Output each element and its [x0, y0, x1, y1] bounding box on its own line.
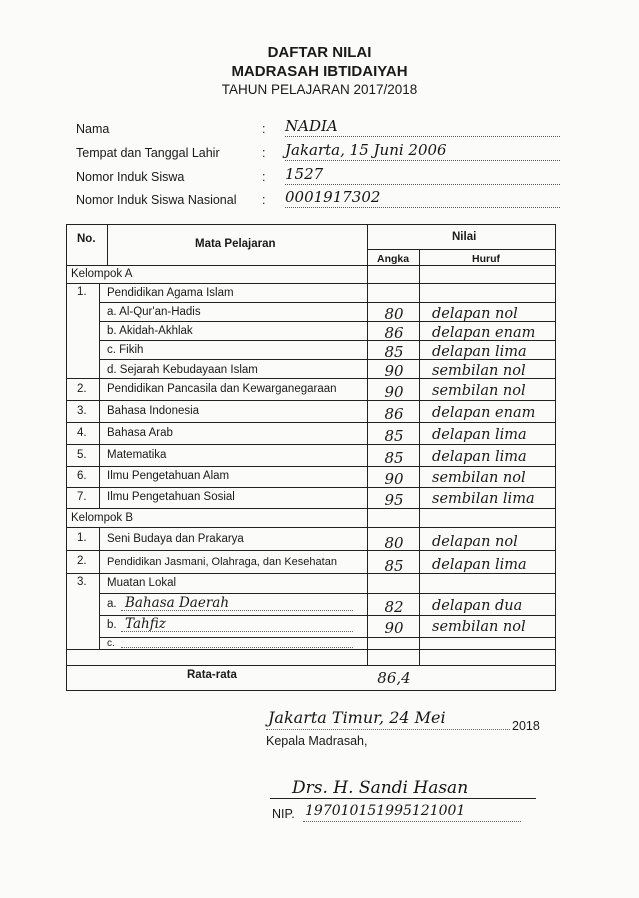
row-angka: 85 — [384, 343, 404, 361]
group-b-label: Kelompok B — [71, 512, 134, 524]
row-subject: b. — [107, 619, 117, 631]
signature-line — [270, 798, 536, 799]
row-no: 4. — [77, 427, 87, 439]
name-value: NADIA — [285, 118, 560, 137]
nisn-label: Nomor Induk Siswa Nasional — [76, 193, 237, 207]
row-no: 5. — [77, 449, 87, 461]
row-subject: c. — [107, 638, 115, 649]
row-subject: Seni Budaya dan Prakarya — [107, 533, 244, 545]
col-no-header: No. — [77, 233, 96, 245]
name-label: Nama — [76, 122, 110, 136]
grades-table — [66, 224, 556, 691]
row-angka: 86 — [384, 324, 404, 342]
row-angka: 85 — [384, 557, 404, 575]
row-angka: 90 — [384, 362, 404, 380]
row-huruf: sembilan nol — [432, 363, 526, 379]
row-subject: Bahasa Indonesia — [107, 405, 200, 417]
row-subject: Pendidikan Pancasila dan Kewarganegaraan — [107, 383, 337, 395]
row-subject: Pendidikan Jasmani, Olahraga, dan Kesehatan — [107, 556, 337, 568]
colon: : — [262, 122, 266, 136]
row-subject: a. Al-Qur'an-Hadis — [107, 306, 201, 318]
principal-name: Drs. H. Sandi Hasan — [292, 778, 469, 798]
col-grade-header: Nilai — [452, 231, 477, 243]
row-angka: 90 — [384, 619, 404, 637]
row-huruf: sembilan nol — [432, 619, 526, 635]
row-subject: c. Fikih — [107, 344, 144, 356]
row-angka: 90 — [384, 470, 404, 488]
row-huruf: delapan lima — [432, 427, 527, 443]
row-subject: d. Sejarah Kebudayaan Islam — [107, 364, 258, 376]
row-subject: a. — [107, 598, 117, 610]
birth-value: Jakarta, 15 Juni 2006 — [285, 142, 560, 161]
row-angka: 80 — [384, 305, 404, 323]
row-huruf: delapan nol — [432, 306, 518, 322]
row-subject: Ilmu Pengetahuan Sosial — [107, 491, 235, 503]
row-huruf: delapan lima — [432, 557, 527, 573]
nis-label: Nomor Induk Siswa — [76, 170, 185, 184]
row-angka: 85 — [384, 449, 404, 467]
row-huruf: delapan nol — [432, 534, 518, 550]
row-no: 3. — [77, 576, 87, 588]
row-angka: 90 — [384, 383, 404, 401]
row-no: 1. — [77, 532, 87, 544]
row-huruf: delapan enam — [432, 405, 536, 421]
row-no: 7. — [77, 491, 87, 503]
school-name: MADRASAH IBTIDAIYAH — [231, 63, 408, 80]
colon: : — [262, 146, 266, 160]
col-words-header: Huruf — [472, 253, 500, 265]
row-subject: Pendidikan Agama Islam — [107, 287, 234, 299]
row-angka: 95 — [384, 491, 404, 509]
row-fill: Tahfiz — [125, 616, 166, 632]
average-label: Rata-rata — [187, 669, 237, 681]
birth-label: Tempat dan Tanggal Lahir — [76, 146, 220, 160]
row-subject: Bahasa Arab — [107, 427, 173, 439]
row-no: 2. — [77, 555, 87, 567]
nis-value: 1527 — [285, 166, 560, 185]
row-huruf: delapan enam — [432, 325, 536, 341]
academic-year: TAHUN PELAJARAN 2017/2018 — [221, 82, 418, 97]
row-huruf: sembilan nol — [432, 470, 526, 486]
row-angka: 80 — [384, 534, 404, 552]
group-a-label: Kelompok A — [71, 268, 133, 280]
row-no: 3. — [77, 405, 87, 417]
nisn-value: 0001917302 — [285, 189, 560, 208]
nip-value: 197010151995121001 — [305, 803, 466, 819]
row-subject: b. Akidah-Akhlak — [107, 325, 193, 337]
row-no: 1. — [77, 286, 87, 298]
row-fill: Bahasa Daerah — [125, 595, 230, 611]
signature-role: Kepala Madrasah, — [266, 734, 368, 748]
row-no: 6. — [77, 470, 87, 482]
document-title: DAFTAR NILAI — [267, 44, 372, 61]
row-angka: 85 — [384, 427, 404, 445]
row-huruf: sembilan nol — [432, 383, 526, 399]
nip-label: NIP. — [272, 807, 295, 821]
row-subject: Muatan Lokal — [107, 577, 177, 589]
row-huruf: delapan lima — [432, 449, 527, 465]
row-huruf: delapan dua — [432, 598, 523, 614]
row-angka: 82 — [384, 598, 404, 616]
average-value: 86,4 — [377, 669, 411, 687]
row-no: 2. — [77, 383, 87, 395]
place-date: Jakarta Timur, 24 Mei — [268, 708, 446, 727]
colon: : — [262, 170, 266, 184]
row-subject: Matematika — [107, 449, 167, 461]
row-subject: Ilmu Pengetahuan Alam — [107, 470, 230, 482]
colon: : — [262, 193, 266, 207]
row-huruf: delapan lima — [432, 344, 527, 360]
col-subject-header: Mata Pelajaran — [195, 238, 276, 250]
col-number-header: Angka — [377, 253, 410, 265]
row-huruf: sembilan lima — [432, 491, 535, 507]
row-angka: 86 — [384, 405, 404, 423]
signature-year: 2018 — [512, 719, 540, 733]
